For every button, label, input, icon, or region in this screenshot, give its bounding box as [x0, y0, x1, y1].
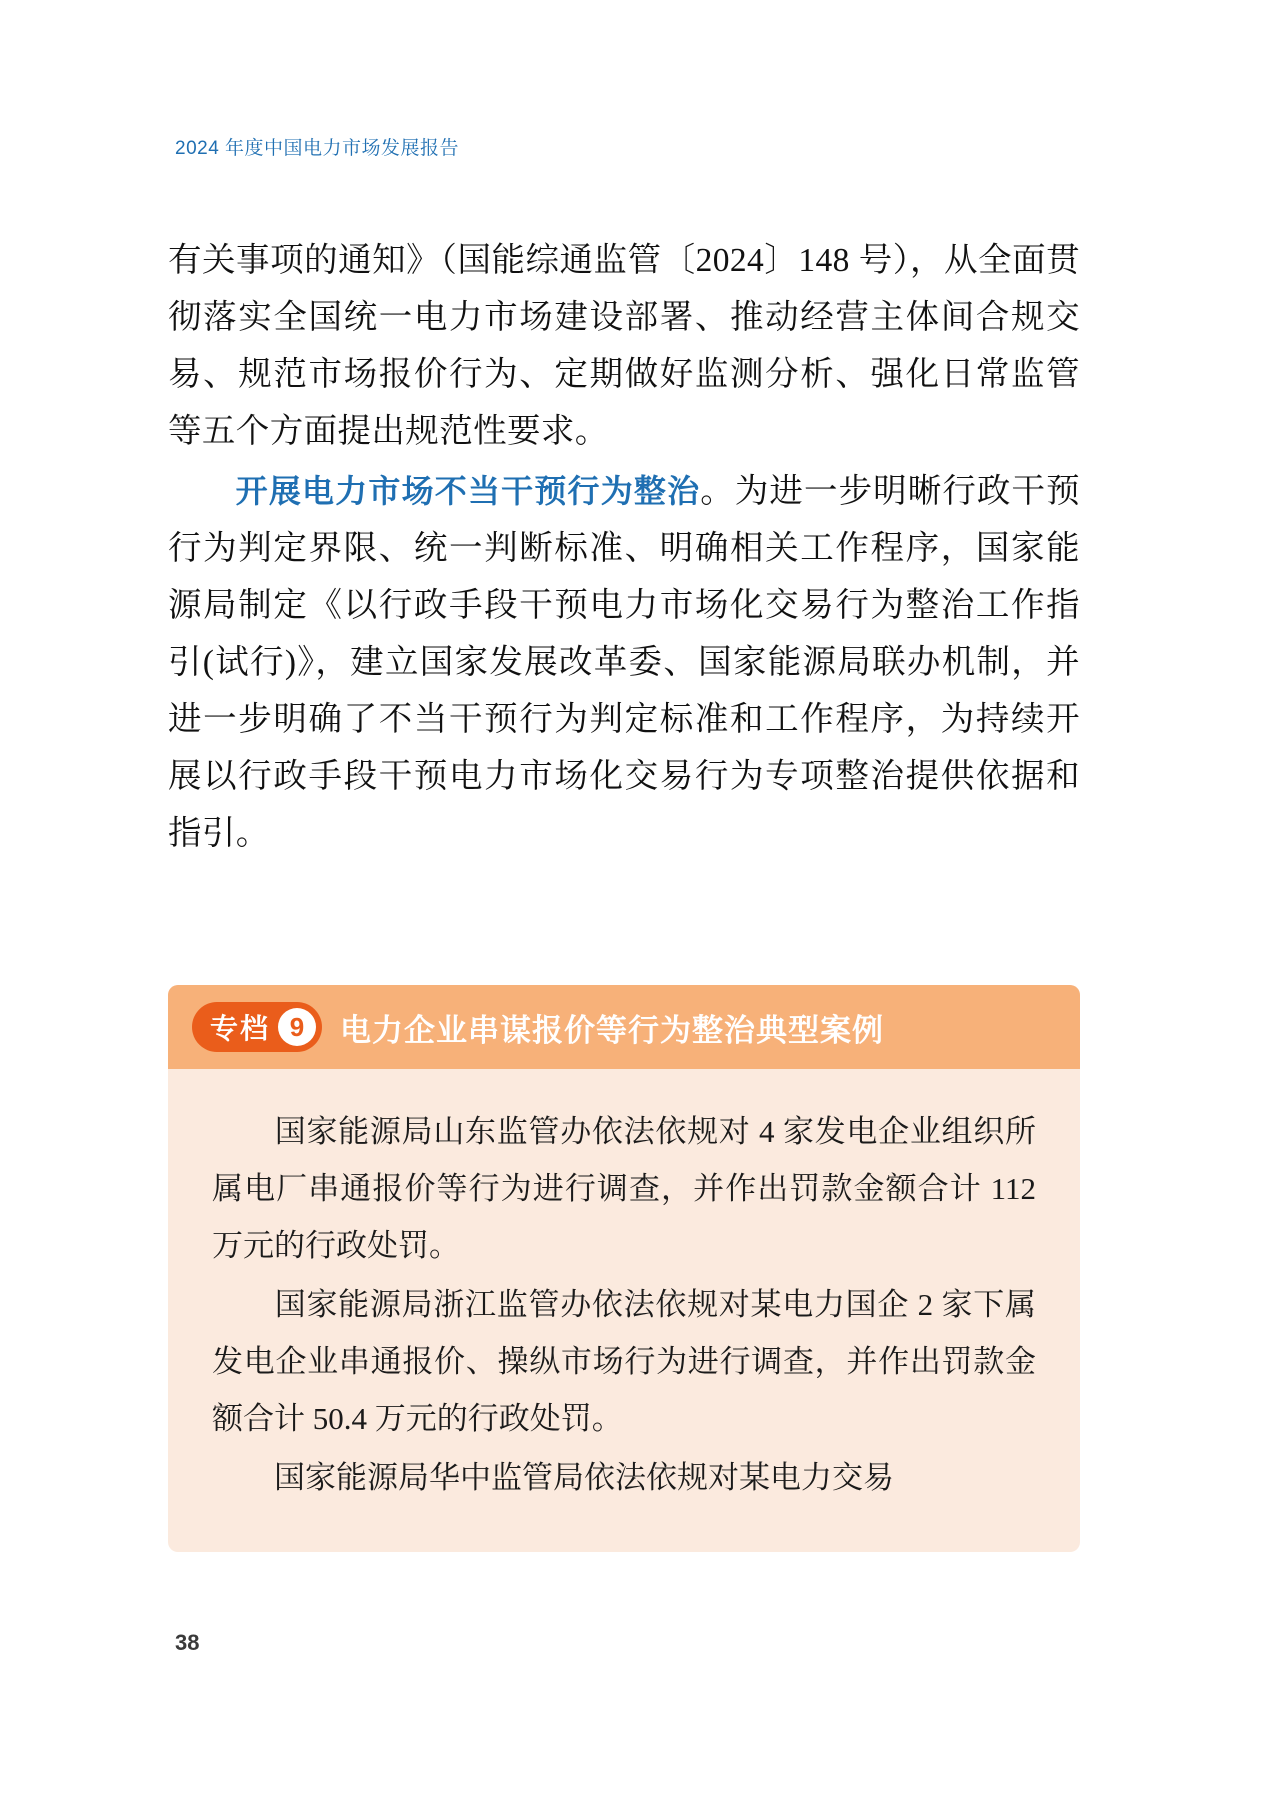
callout-badge-number: 9 — [278, 1008, 316, 1046]
callout-paragraph-3 — [212, 1449, 1036, 1506]
callout-paragraph-2 — [212, 1276, 1036, 1447]
callout-header — [168, 985, 1080, 1069]
body-paragraph-2 — [168, 463, 1080, 862]
callout-paragraph-1-text: 国家能源局山东监管办依法依规对 4 家发电企业组织所属电厂串通报价等行为进行调查，并作出罚款金额合计 112 万元的行政处罚。 — [212, 1114, 1036, 1263]
paragraph-2-text: 。为进一步明晰行政干预行为判定界限、统一判断标准、明确相关工作程序，国家能源局制定《以行政手段干预电力市场化交易行为整治工作指引(试行)》，建立国家发展改革委、国家能源局联办机制，并进一步明确了不当干预行为判定标准和工作程序，为持续开展以行政手段干预电力市场化交易行为专项整治提供依据和指引。 — [168, 473, 1080, 852]
callout-paragraph-2-text: 国家能源局浙江监管办依法依规对某电力国企 2 家下属发电企业串通报价、操纵市场行为进行调查，并作出罚款金额合计 50.4 万元的行政处罚。 — [212, 1287, 1036, 1436]
callout-paragraph-3-text: 国家能源局华中监管局依法依规对某电力交易 — [274, 1460, 894, 1495]
body-paragraph-1: 有关事项的通知》（国能综通监管〔2024〕148 号），从全面贯彻落实全国统一电力市场建设部署、推动经营主体间合规交易、规范市场报价行为、定期做好监测分析、强化日常监管等五个方面提出规范性要求。 — [168, 242, 1080, 450]
callout-title: 电力企业串谋报价等行为整治典型案例 — [340, 1012, 885, 1048]
callout-badge-label: 专档 — [210, 1013, 271, 1044]
callout-box — [168, 985, 1080, 1552]
callout-paragraph-1 — [212, 1103, 1036, 1274]
callout-body — [168, 1069, 1080, 1552]
running-header: 2024 年度中国电力市场发展报告 — [175, 138, 460, 159]
body-text-column — [168, 232, 1080, 862]
paragraph-lead-in: 开展电力市场不当干预行为整治 — [235, 473, 701, 509]
callout-badge — [192, 1002, 322, 1052]
page-number: 38 — [175, 1630, 200, 1655]
